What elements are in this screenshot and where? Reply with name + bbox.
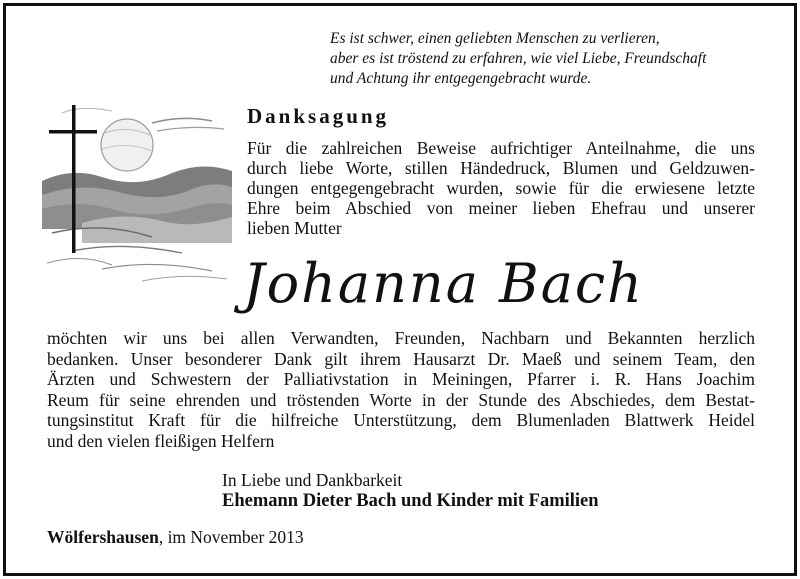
intro-line: Für die zahlreichen Beweise aufrichtiger Anteilnahme, die uns [247,138,755,158]
cross-icon [72,105,76,253]
intro-line: Ehre beim Abschied von meiner lieben Ehefrau und unserer [247,198,755,218]
closing-block [222,470,599,512]
cross-landscape-illustration [42,103,232,288]
intro-line: lieben Mutter [247,218,342,238]
body-line: tungsinstitut Kraft für die hilfreiche Unterstützung, dem Blumenladen Blattwerk Heidel [47,410,755,430]
body-line: Reum für seine ehrenden und tröstenden Worte in der Stunde des Abschiedes, dem Bestat- [47,389,755,410]
quote-line: Es ist schwer, einen geliebten Menschen zu verlieren, [330,30,660,47]
body-line: möchten wir uns bei allen Verwandten, Freunden, Nachbarn und Bekannten herzlich [47,328,755,348]
place-name: Wölfershausen [47,527,159,547]
memorial-quote [330,29,770,89]
body-line: und den vielen fleißigen Helfern [47,430,275,451]
intro-paragraph [247,138,755,238]
thanks-paragraph [47,328,755,451]
deceased-name: Johanna Bach [243,252,644,315]
quote-line: aber es ist tröstend zu erfahren, wie viel Liebe, Freundschaft [330,50,707,67]
intro-line: durch liebe Worte, stillen Händedruck, Blumen und Geldzuwen- [247,158,755,178]
notice-date: , im November 2013 [158,527,304,547]
closing-greeting: In Liebe und Dankbarkeit [222,470,403,490]
body-line: Ärzten und Schwestern der Palliativstation in Meiningen, Pfarrer i. R. Hans Joachim [47,369,755,389]
family-signature: Ehemann Dieter Bach und Kinder mit Familien [222,491,599,511]
body-line: bedanken. Unser besonderer Dank gilt ihrem Hausarzt Dr. Maeß und seinem Team, den [47,348,755,369]
place-date-line [47,527,304,548]
intro-line: dungen entgegengebracht wurden, sowie für die erwiesene letzte [247,178,755,198]
notice-heading: Danksagung [247,104,390,128]
quote-line: und Achtung ihr entgegengebracht wurde. [330,70,592,87]
